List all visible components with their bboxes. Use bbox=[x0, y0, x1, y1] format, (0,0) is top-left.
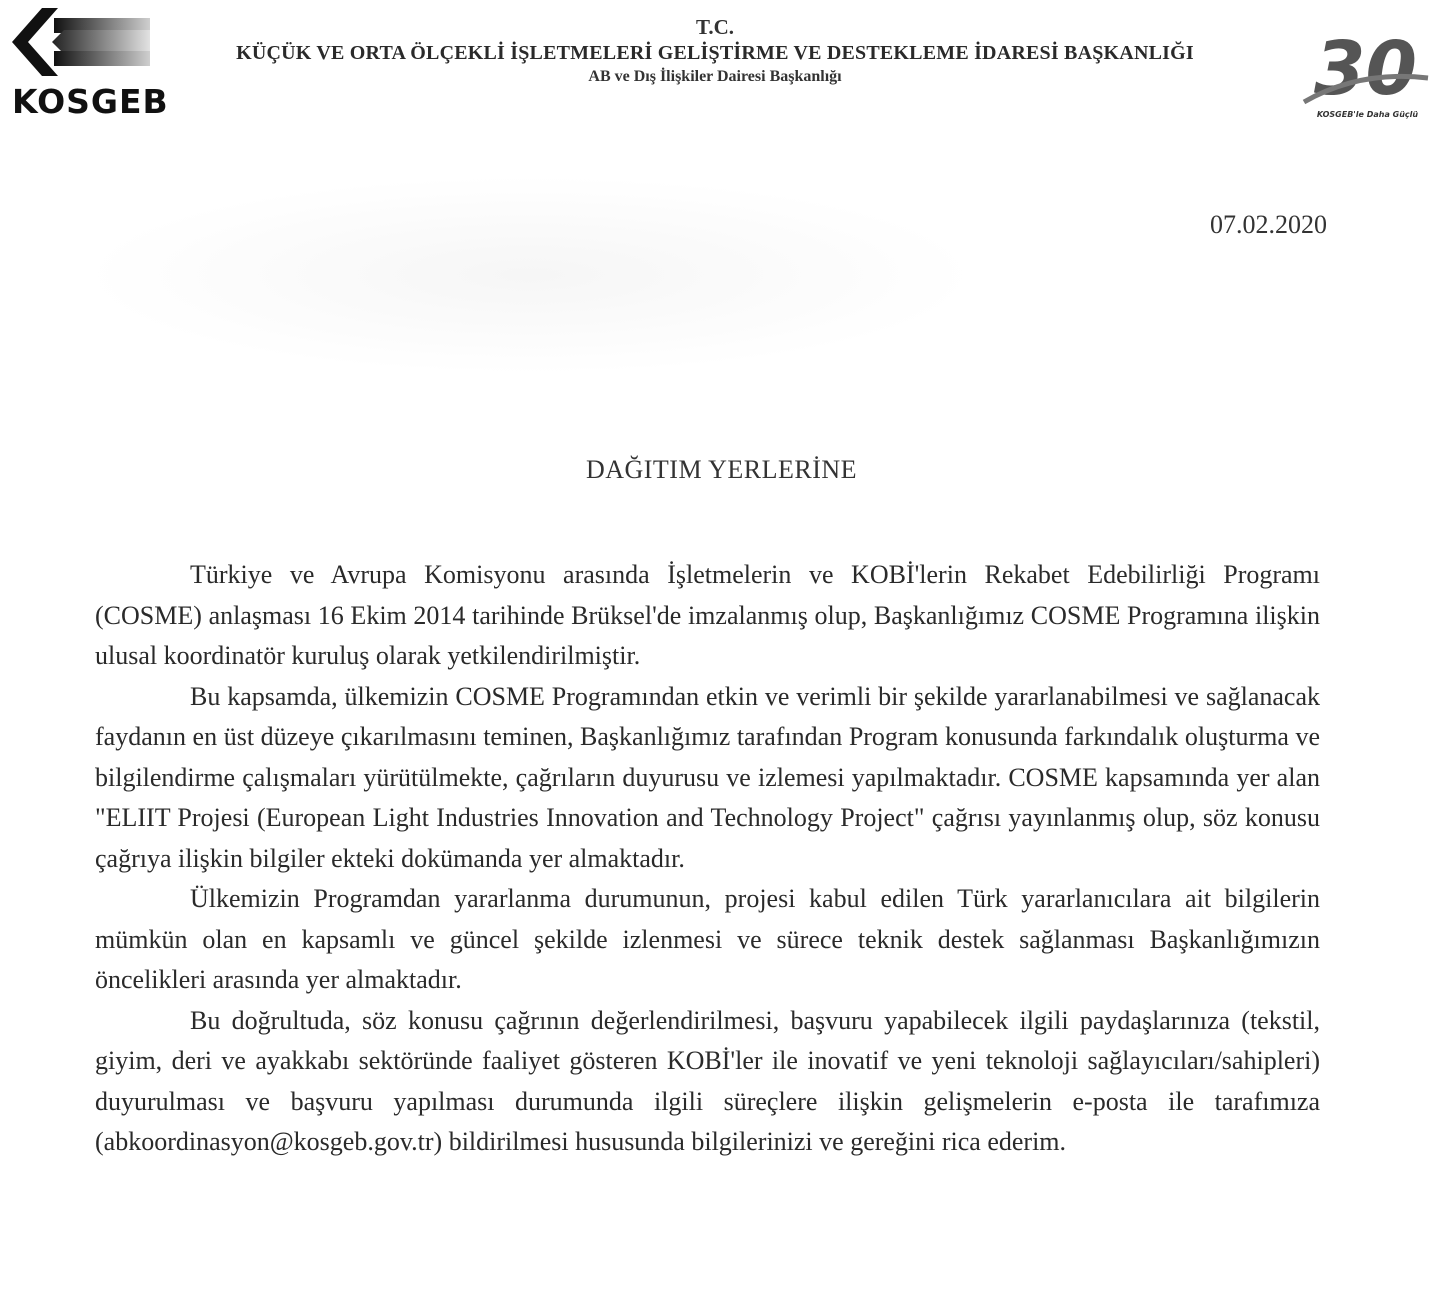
kosgeb-slogan: KOSGEB'le Daha Güçlü bbox=[1316, 110, 1419, 119]
header-organization: KÜÇÜK VE ORTA ÖLÇEKLİ İŞLETMELERİ GELİŞTİRME VE DESTEKLEME İDARESİ BAŞKANLIĞI bbox=[236, 42, 1194, 65]
paragraph-2: Bu kapsamda, ülkemizin COSME Programından etkin ve verimli bir şekilde yararlanabilmesi ve sağlanacak faydanın en üst düzeye çıkarılmasını teminen, Başkanlığımız tarafından Program konusunda farkındalık oluşturma ve bilgilendirme çalışmaları yürütülmekte, çağrıların duyurusu ve izlemesi yapılmaktadır. COSME kapsamında yer alan "ELIIT Projesi (European Light Industries Innovation and Technology Project" çağrısı yayınlanmış olup, söz konusu çağrıya ilişkin bilgiler ekteki dokümanda yer almaktadır. bbox=[95, 681, 1320, 873]
kosgeb-logo bbox=[10, 8, 169, 121]
header-tc: T.C. bbox=[695, 15, 735, 39]
redacted-recipient-area bbox=[80, 175, 980, 375]
paragraph-4: Bu doğrultuda, söz konusu çağrının değerlendirilmesi, başvuru yapabilecek ilgili paydaşlarınıza (tekstil, giyim, deri ve ayakkabı sektöründe faaliyet gösteren KOBİ'ler ile inovatif ve yeni teknoloji sağlayıcıları/sahipleri) duyurulması ve başvuru yapılması durumunda ilgili süreçlere ilişkin gelişmelerin e-posta ile tarafımıza (abkoordinasyon@kosgeb.gov.tr) bildirilmesi hususunda bilgilerinizi ve gereğini rica ederim. bbox=[95, 1005, 1320, 1156]
letter-date: 07.02.2020 bbox=[1210, 210, 1327, 239]
anniversary-number: 30 bbox=[1314, 28, 1417, 112]
paragraph-3: Ülkemizin Programdan yararlanma durumunun, projesi kabul edilen Türk yararlanıcılara ait bilgilerin mümkün olan en kapsamlı ve güncel şekilde izlenmesi ve sürece teknik destek sağlanması Başkanlığımızın öncelikleri arasında yer almaktadır. bbox=[95, 884, 1320, 994]
anniversary-30-icon bbox=[1300, 28, 1435, 113]
kosgeb-emblem-icon bbox=[12, 8, 152, 80]
salutation: DAĞITIM YERLERİNE bbox=[585, 455, 858, 484]
anniversary-logo bbox=[1300, 28, 1435, 128]
paragraph-1: Türkiye ve Avrupa Komisyonu arasında İşletmelerin ve KOBİ'lerin Rekabet Edebilirliği Programı (COSME) anlaşması 16 Ekim 2014 tarihinde Brüksel'de imzalanmış olup, Başkanlığımız COSME Programına ilişkin ulusal koordinatör kuruluş olarak yetkilendirilmiştir. bbox=[95, 560, 1320, 670]
letterhead bbox=[150, 14, 1280, 88]
kosgeb-logo-text: KOSGEB bbox=[12, 82, 169, 121]
letter-body bbox=[95, 555, 1320, 1163]
header-department: AB ve Dış İlişkiler Dairesi Başkanlığı bbox=[588, 68, 842, 86]
